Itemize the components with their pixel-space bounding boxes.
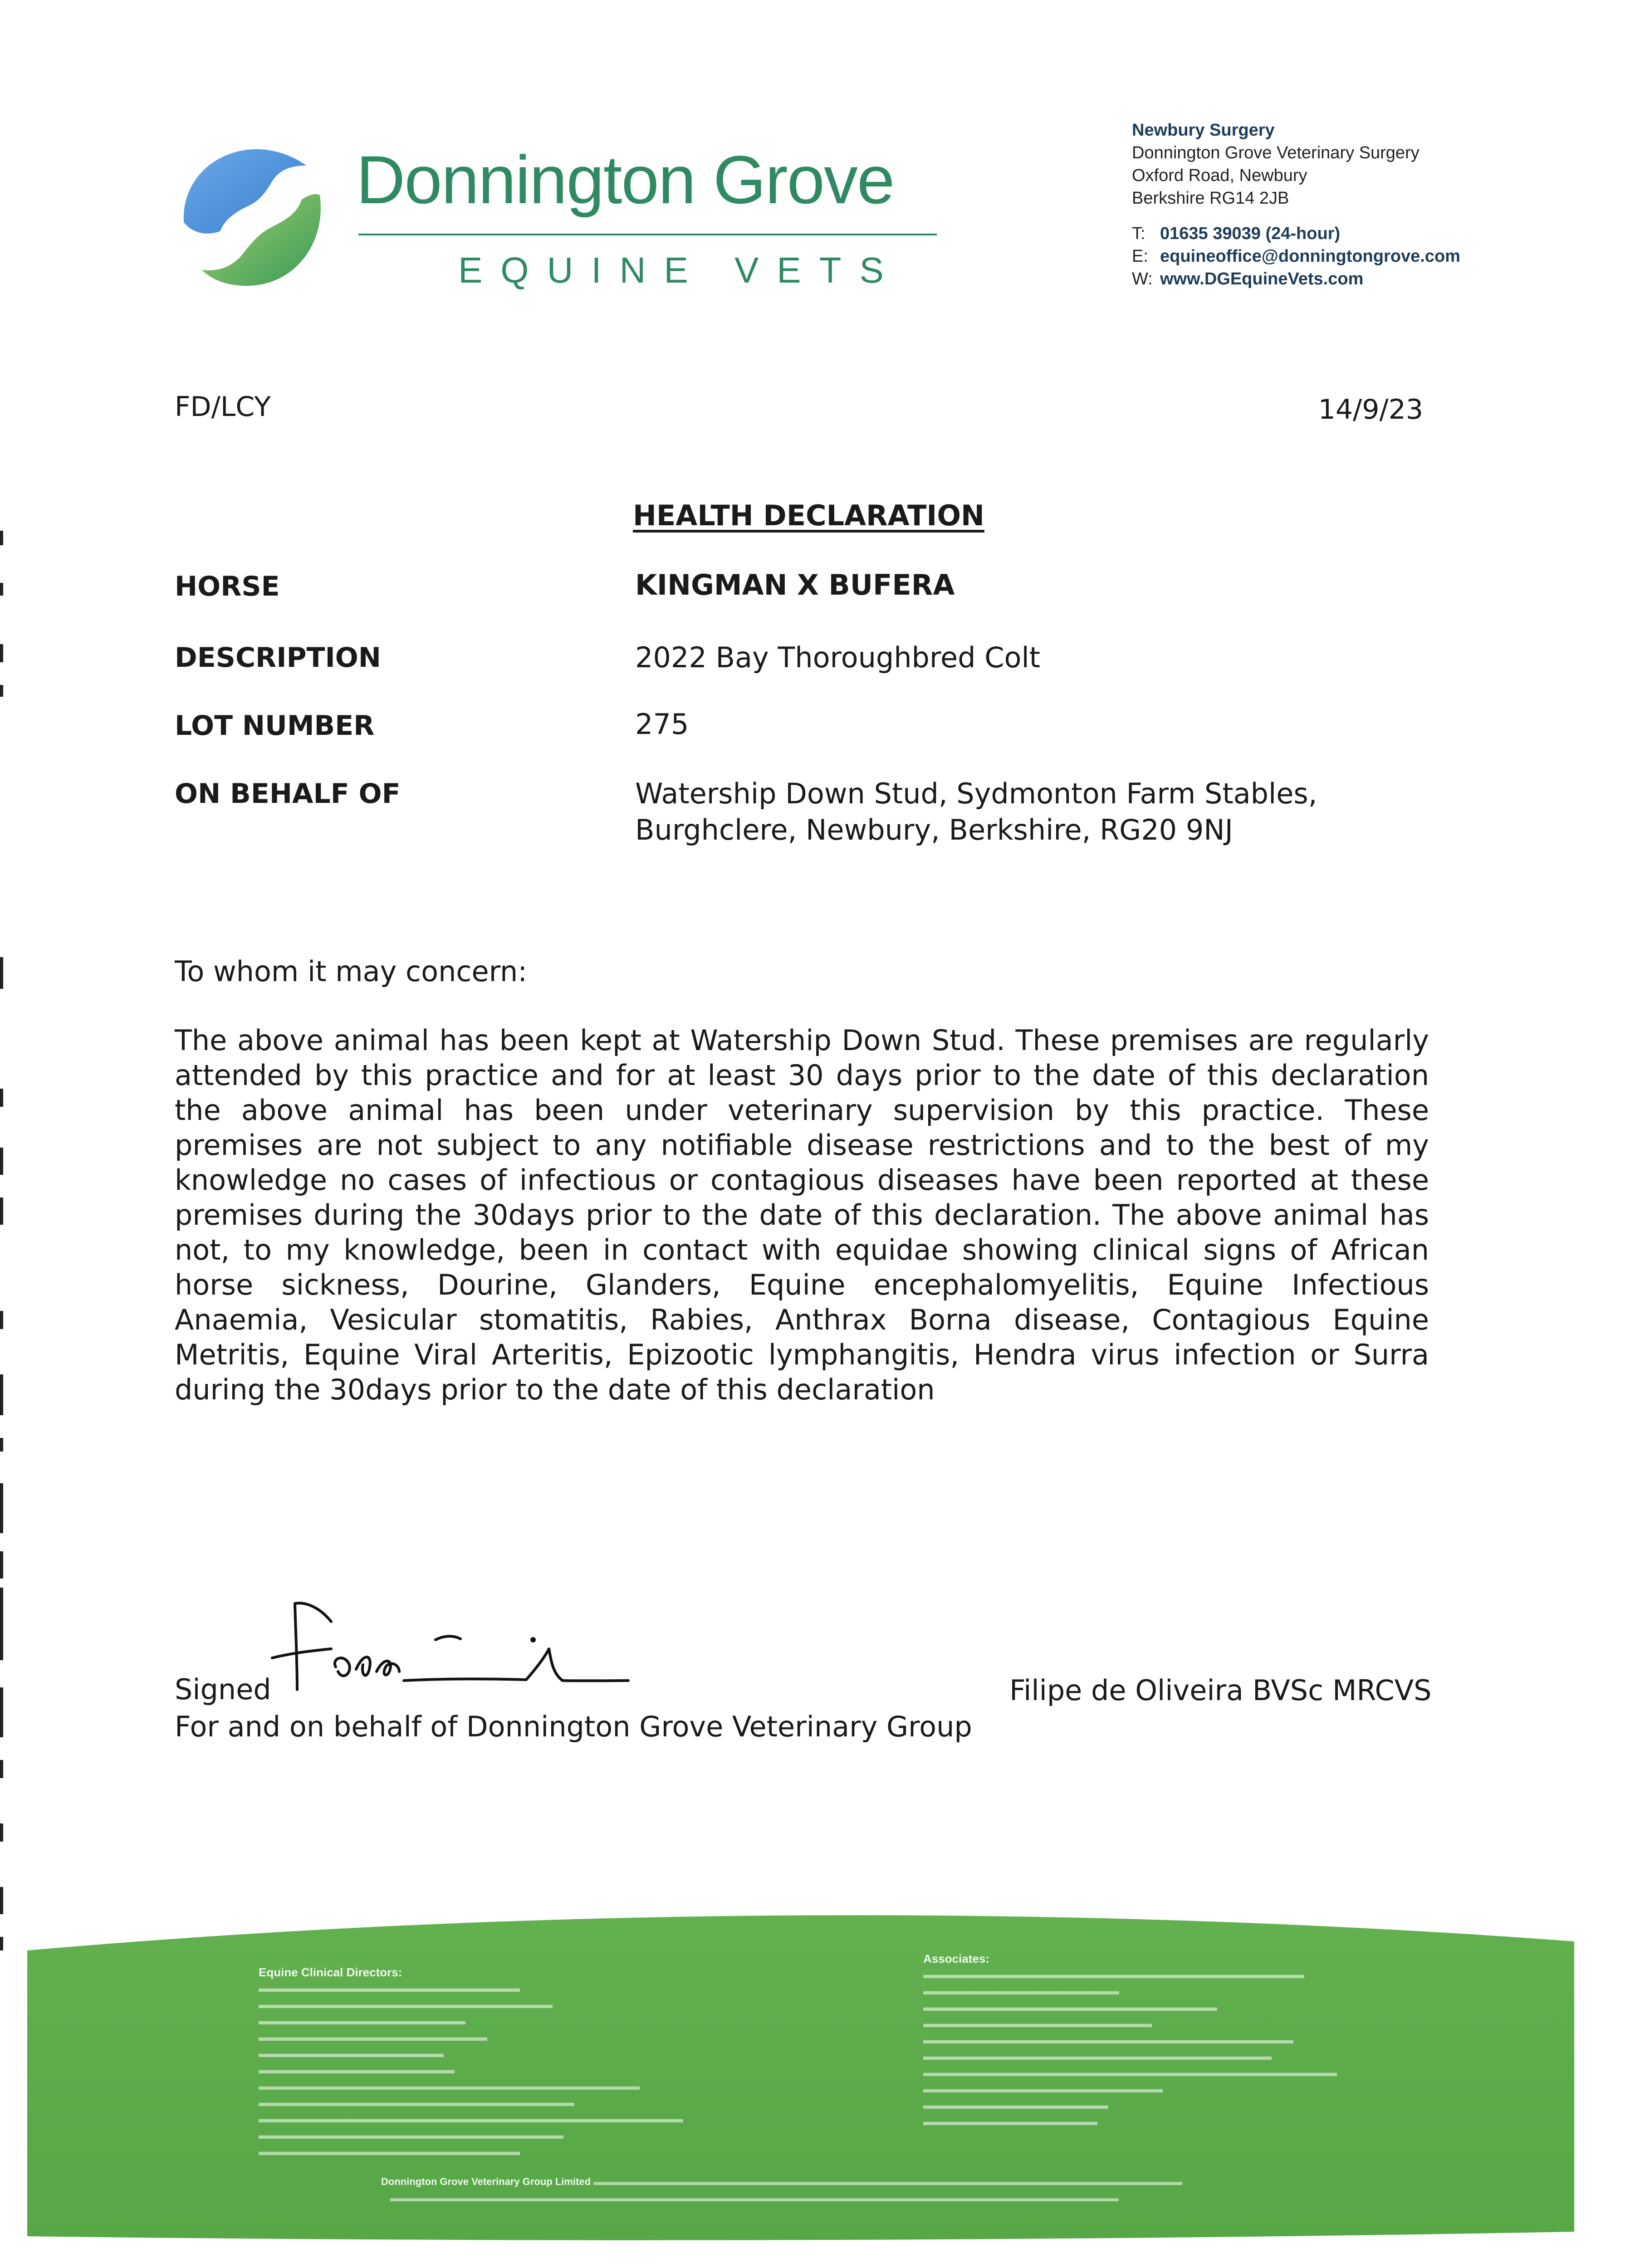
page-title: HEALTH DECLARATION [633,499,984,532]
scan-mark [0,1687,3,1737]
scan-mark [0,685,3,697]
salutation: To whom it may concern: [175,955,528,988]
phone-key: T: [1132,224,1146,243]
description-label: DESCRIPTION [175,642,382,674]
description-value: 2022 Bay Thoroughbred Colt [635,641,1040,674]
website: www.DGEquineVets.com [1160,269,1364,288]
on-behalf-label: ON BEHALF OF [175,778,401,810]
contact-block [1132,119,1460,290]
declaration-body: The above animal has been kept at Watership Down Stud. These premises are regularly attended by this practice and for at least 30 days prior to the date of this declaration the above animal has been under veterinary supervision by this practice. These premises are not subject to any notifiable disease restrictions and to the best of my knowledge no cases of infectious or contagious diseases have been reported at these premises during the 30days prior to the date of this declaration. The above animal has not, to my knowledge, been in contact with equidae showing clinical signs of African horse sickness, Dourine, Glanders, Equine encephalomyelitis, Equine Infectious Anaemia, Vesicular stomatitis, Rabies, Anthrax Borna disease, Contagious Equine Metritis, Equine Viral Arteritis, Epizootic lymphangitis, Hendra virus infection or Surra during the 30days prior to the date of this declaration [175,1024,1429,1406]
web-key: W: [1132,269,1153,288]
logo-subtitle: EQUINE VETS [458,250,902,290]
footer-associates: Associates: ▬▬▬▬▬▬▬▬▬▬▬▬▬▬▬▬▬▬▬▬▬▬▬▬▬▬▬▬▬▬▬▬▬▬▬ ▬▬▬▬▬▬▬▬▬▬▬▬▬▬▬▬▬▬ ▬▬▬▬▬▬▬▬▬▬▬▬▬▬▬▬▬▬▬▬▬▬▬▬▬▬▬ ▬▬▬▬▬▬▬▬▬▬▬▬▬▬▬▬▬▬▬▬▬ ▬▬▬▬▬▬▬▬▬▬▬▬▬▬▬▬▬▬▬▬▬▬▬▬▬▬▬▬▬▬▬▬▬▬ ▬▬▬▬▬▬▬▬▬▬▬▬▬▬▬▬▬▬▬▬▬▬▬▬▬▬▬▬▬▬▬▬ ▬▬▬▬▬▬▬▬▬▬▬▬▬▬▬▬▬▬▬▬▬▬▬▬▬▬▬▬▬▬▬▬▬▬▬▬▬▬ ▬▬▬▬▬▬▬▬▬▬▬▬▬▬▬▬▬▬▬▬▬▬ ▬▬▬▬▬▬▬▬▬▬▬▬▬▬▬▬▬ ▬▬▬▬▬▬▬▬▬▬▬▬▬▬▬▬ [923,1950,1337,2130]
scan-mark [0,1823,3,1842]
signature-icon [254,1590,631,1708]
horse-value: KINGMAN X BUFERA [635,568,955,601]
associates-title: Associates: [923,1952,989,1965]
horse-label: HORSE [175,571,280,602]
footer-directors: Equine Clinical Directors: ▬▬▬▬▬▬▬▬▬▬▬▬▬▬▬▬▬▬▬▬▬▬▬▬ ▬▬▬▬▬▬▬▬▬▬▬▬▬▬▬▬▬▬▬▬▬▬▬▬▬▬▬ ▬▬▬▬▬▬▬▬▬▬▬▬▬▬▬▬▬▬▬ ▬▬▬▬▬▬▬▬▬▬▬▬▬▬▬▬▬▬▬▬▬ ▬▬▬▬▬▬▬▬▬▬▬▬▬▬▬▬▬ ▬▬▬▬▬▬▬▬▬▬▬▬▬▬▬▬▬▬ ▬▬▬▬▬▬▬▬▬▬▬▬▬▬▬▬▬▬▬▬▬▬▬▬▬▬▬▬▬▬▬▬▬▬▬ ▬▬▬▬▬▬▬▬▬▬▬▬▬▬▬▬▬▬▬▬▬▬▬▬▬▬▬▬▬ ▬▬▬▬▬▬▬▬▬▬▬▬▬▬▬▬▬▬▬▬▬▬▬▬▬▬▬▬▬▬▬▬▬▬▬▬▬▬▬ ▬▬▬▬▬▬▬▬▬▬▬▬▬▬▬▬▬▬▬▬▬▬▬▬▬▬▬▬ ▬▬▬▬▬▬▬▬▬▬▬▬▬▬▬▬▬▬▬▬▬▬▬▬ [259,1964,683,2160]
signatory-name: Filipe de Oliveira BVSc MRCVS [1009,1674,1432,1707]
scan-mark [0,957,3,989]
logo-title: Donnington Grove [356,142,894,218]
scan-mark [0,1311,3,1329]
scan-mark [0,1588,3,1660]
company-name: Donnington Grove Veterinary Group Limited [381,2176,591,2187]
email-address: equineoffice@donningtongrove.com [1160,247,1460,266]
scan-mark [0,1551,3,1579]
lot-number-value: 275 [635,708,689,741]
email-key: E: [1132,247,1148,266]
scan-mark [0,1148,3,1175]
scan-mark [0,644,3,662]
scan-mark [0,1198,3,1225]
scan-mark [0,1089,3,1107]
footer-band [0,1896,1640,2268]
date: 14/9/23 [1318,394,1423,425]
on-behalf-value [635,776,1317,848]
lot-number-label: LOT NUMBER [175,710,375,742]
scan-mark [0,1483,3,1533]
on-behalf-line: Burghclere, Newbury, Berkshire, RG20 9NJ [635,813,1233,846]
address-line: Berkshire RG14 2JB [1132,189,1289,208]
scan-mark [0,1438,3,1452]
on-behalf-line: Watership Down Stud, Sydmonton Farm Stables, [635,777,1317,810]
scan-mark [0,583,3,596]
footer-company: Donnington Grove Veterinary Group Limited ▬▬▬▬▬▬▬▬▬▬▬▬▬▬▬▬▬▬▬▬▬▬▬▬▬▬▬▬▬▬▬▬▬▬▬▬▬▬▬▬▬▬▬▬▬▬▬▬▬▬▬▬▬▬▬▬▬▬▬ ▬▬▬▬▬▬▬▬▬▬▬▬▬▬▬▬▬▬▬▬▬▬▬▬▬▬▬▬▬▬▬▬▬▬▬▬▬▬▬▬▬▬▬▬▬▬▬▬▬▬▬▬▬▬▬▬▬▬▬▬▬▬▬▬▬▬▬▬▬▬▬▬▬ [381,2176,1183,2204]
scan-mark [0,1760,3,1778]
address-line: Donnington Grove Veterinary Surgery [1132,143,1420,162]
scan-mark [0,531,3,545]
logo-divider [358,234,937,235]
phone-number: 01635 39039 (24-hour) [1160,224,1341,243]
scan-mark [0,1374,3,1415]
surgery-name: Newbury Surgery [1132,121,1275,140]
directors-title: Equine Clinical Directors: [259,1965,402,1979]
address-line: Oxford Road, Newbury [1132,166,1307,185]
logo-icon [175,141,329,295]
on-behalf-statement: For and on behalf of Donnington Grove Veterinary Group [175,1710,972,1743]
signed-label: Signed [175,1673,271,1706]
reference: FD/LCY [175,391,271,423]
